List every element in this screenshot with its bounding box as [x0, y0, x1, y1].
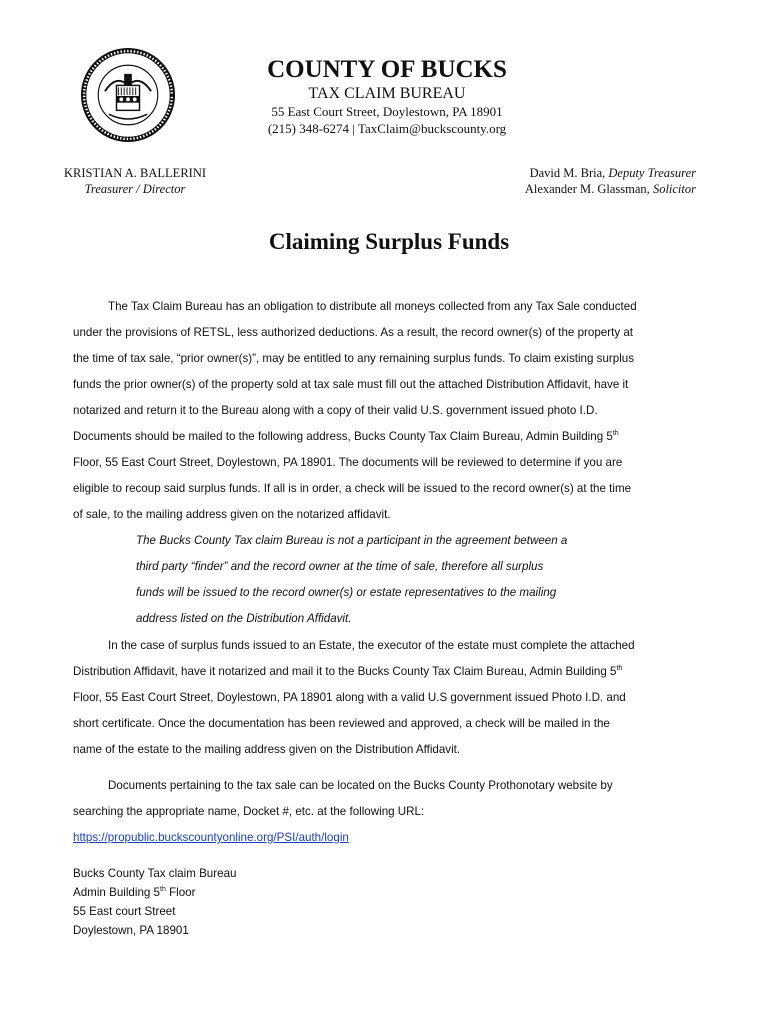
line-text: of sale, to the mailing address given on the notarized affidavit. [73, 508, 391, 521]
line-text: short certificate. Once the documentation has been reviewed and approved, a check will be mailed in the [73, 717, 610, 730]
line-text: address listed on the Distribution Affidavit. [136, 612, 352, 625]
deputy-treasurer [525, 165, 696, 181]
line-text: Documents should be mailed to the following address, Bucks County Tax Claim Bureau, Admin Building 5 [73, 430, 613, 443]
staff-name: Alexander M. Glassman, [524, 182, 653, 196]
paragraph-1-line [73, 326, 633, 340]
line-text: Bucks County Tax claim Bureau [73, 867, 237, 880]
paragraph-1-line [73, 404, 598, 418]
paragraph-2-line [73, 665, 622, 679]
staff-block [525, 165, 696, 197]
paragraph-1-line [73, 430, 619, 444]
bureau-contact: (215) 348-6274 | TaxClaim@buckscounty.org [267, 121, 507, 136]
mailing-address-line [73, 867, 236, 881]
line-text: Doylestown, PA 18901 [73, 924, 189, 937]
paragraph-2-line [108, 639, 635, 653]
staff-name: David M. Bria, [529, 166, 609, 180]
paragraph-1-line [108, 300, 637, 314]
line-text: The Tax Claim Bureau has an obligation to distribute all moneys collected from any Tax Sale conducted [108, 300, 637, 313]
mailing-address-line [73, 924, 189, 938]
paragraph-1-line [73, 456, 622, 470]
line-text: funds the prior owner(s) of the property sold at tax sale must fill out the attached Distribution Affidavit, have it [73, 378, 629, 391]
line-text: Floor, 55 East Court Street, Doylestown, PA 18901 along with a valid U.S government issued Photo I.D. and [73, 691, 626, 704]
paragraph-1-line [73, 378, 628, 392]
paragraph-2-line [73, 743, 460, 757]
paragraph-3-line [108, 779, 613, 793]
bureau-address: 55 East Court Street, Doylestown, PA 18901 [271, 104, 503, 119]
line-text: Admin Building 5 [73, 886, 161, 899]
paragraph-1-line [73, 352, 634, 366]
superscript: th [616, 665, 623, 672]
solicitor [525, 181, 696, 197]
bureau-name: TAX CLAIM BUREAU [308, 85, 466, 102]
line-text: the time of tax sale, “prior owner(s)”, may be entitled to any remaining surplus funds. To claim existing surplus [73, 352, 635, 365]
mailing-address-line [73, 905, 175, 919]
paragraph-1-line [73, 482, 631, 496]
paragraph-3-line [73, 805, 424, 819]
mailing-address-line [73, 886, 196, 900]
treasurer-title: Treasurer / Director [84, 182, 186, 196]
page-title: Claiming Surplus Funds [268, 229, 510, 254]
line-text: In the case of surplus funds issued to an Estate, the executor of the estate must complete the attached [108, 639, 635, 652]
superscript: th [612, 430, 619, 437]
paragraph-2-line [73, 691, 626, 705]
line-text: 55 East court Street [73, 905, 176, 918]
line-text: notarized and return it to the Bureau along with a copy of their valid U.S. government issued photo I.D. [73, 404, 598, 417]
notice-line [136, 586, 556, 600]
line-text: funds will be issued to the record owner(s) or estate representatives to the mailing [136, 586, 557, 599]
line-text: Documents pertaining to the tax sale can be located on the Bucks County Prothonotary website by [108, 779, 613, 792]
notice-line [136, 534, 567, 548]
superscript: th [160, 886, 166, 893]
line-text: under the provisions of RETSL, less authorized deductions. As a result, the record owner(s) of the property at [73, 326, 634, 339]
paragraph-1-line [73, 508, 391, 522]
county-name: COUNTY OF BUCKS [267, 56, 507, 83]
line-text: third party “finder” and the record owner at the time of sale, therefore all surplus [136, 560, 544, 573]
staff-title: Solicitor [652, 182, 696, 196]
line-text: name of the estate to the mailing address given on the Distribution Affidavit. [73, 743, 461, 756]
line-text: searching the appropriate name, Docket #, etc. at the following URL: [73, 805, 425, 818]
paragraph-2-line [73, 717, 610, 731]
prothonotary-url-link[interactable]: https://propublic.buckscountyonline.org/PSI/auth/login [73, 831, 349, 844]
line-text: eligible to recoup said surplus funds. If all is in order, a check will be issued to the record owner(s) at the time [73, 482, 632, 495]
staff-title: Deputy Treasurer [608, 166, 696, 180]
line-text: Floor, 55 East Court Street, Doylestown, PA 18901. The documents will be reviewed to determine if you are [73, 456, 623, 469]
treasurer-name: KRISTIAN A. BALLERINI [64, 166, 207, 180]
notice-line [136, 612, 351, 626]
line-text: Floor [165, 886, 196, 899]
line-text: The Bucks County Tax claim Bureau is not a participant in the agreement between a [136, 534, 568, 547]
treasurer-block [64, 165, 206, 197]
line-text: Distribution Affidavit, have it notarized and mail it to the Bucks County Tax Claim Bureau, Admin Building 5 [73, 665, 617, 678]
notice-line [136, 560, 543, 574]
